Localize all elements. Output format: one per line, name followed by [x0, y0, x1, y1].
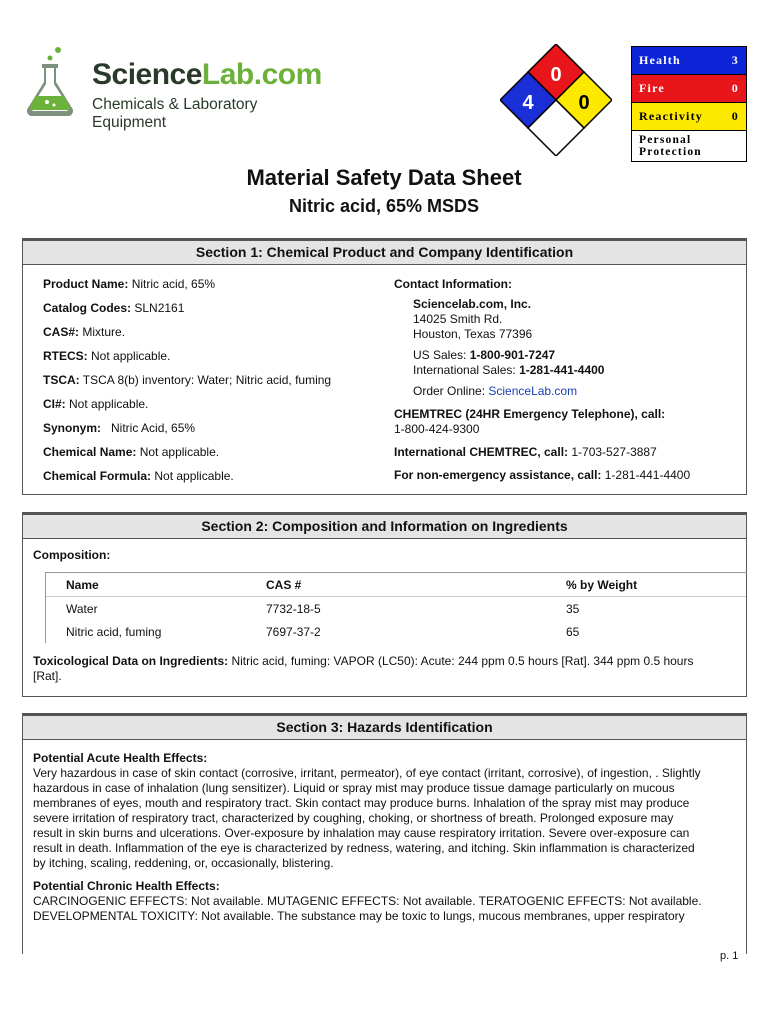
acute-effects-text: Very hazardous in case of skin contact (corrosive, irritant, permeator), of eye contact (irritant, corrosive), of ingestion, . Slightly hazardous in case of inhalation (lung sensitizer). Liquid or spray mist may produce tissue damage particularly on mucous membranes of eyes, mouth and respiratory tract. Skin contact may produce burns. Inhalation of the spray mist may produce severe irritation of respiratory tract, characterized by coughing, choking, or shortness of breath. Prolonged exposure may result in skin burns and ulcerations. Over-exposure by inhalation may cause respiratory irritation. Severe over-exposure can result in death. Inflammation of the eye is characterized by redness, watering, and itching. Skin inflammation is characterized by itching, scaling, reddening, or, occasionally, blistering.	[33, 766, 701, 870]
intl-chemtrec: International CHEMTREC, call: 1-703-527-3887	[394, 445, 657, 459]
chronic-effects-label: Potential Chronic Health Effects:	[33, 879, 220, 893]
hmis-reactivity-row: Reactivity 0	[632, 103, 746, 131]
table-cell: 7697-37-2	[266, 624, 321, 639]
document-subtitle: Nitric acid, 65% MSDS	[288, 196, 480, 216]
logo-tagline: Chemicals & Laboratory Equipment	[92, 96, 258, 131]
cas-field: CAS#: Mixture.	[43, 325, 126, 339]
hmis-label	[631, 46, 747, 162]
synonym-field: Synonym: Nitric Acid, 65%	[43, 421, 196, 435]
hmis-health-row: Health 3	[632, 47, 746, 75]
section-2	[22, 512, 747, 697]
table-header-row	[46, 573, 746, 597]
table-cell: 65	[566, 624, 580, 639]
hmis-personal-protection-row: Personal Protection	[632, 131, 746, 161]
column-header: % by Weight	[566, 577, 638, 592]
contact-info-label: Contact Information:	[394, 277, 512, 291]
column-header: CAS #	[266, 577, 302, 592]
rtecs-field: RTECS: Not applicable.	[43, 349, 171, 363]
table-cell: 7732-18-5	[266, 601, 321, 616]
flask-icon	[20, 44, 90, 124]
composition-label: Composition:	[33, 548, 111, 562]
section-2-heading: Section 2: Composition and Information on Ingredients	[23, 513, 746, 539]
catalog-codes-field: Catalog Codes: SLN2161	[43, 301, 185, 315]
chemtrec-label: CHEMTREC (24HR Emergency Telephone), call:	[394, 407, 666, 421]
sciencelab-logo	[20, 44, 322, 131]
logo-brand: ScienceLab.com	[92, 58, 322, 91]
chronic-effects-text: CARCINOGENIC EFFECTS: Not available. MUTAGENIC EFFECTS: Not available. TERATOGENIC EFFECTS: Not available. DEVELOPMENTAL TOXICITY: Not available. The substance may be toxic to lungs, mucous membranes, upper respiratory	[33, 894, 702, 923]
address-line-2: Houston, Texas 77396	[413, 327, 533, 341]
acute-effects-label: Potential Acute Health Effects:	[33, 751, 208, 765]
section-3	[22, 713, 747, 954]
hmis-fire-row: Fire 0	[632, 75, 746, 103]
table-row	[46, 597, 746, 621]
section-3-heading: Section 3: Hazards Identification	[23, 714, 746, 740]
table-cell: Nitric acid, fuming	[66, 624, 162, 639]
product-name-field: Product Name: Nitric acid, 65%	[43, 277, 216, 291]
us-sales: US Sales: 1-800-901-7247	[413, 348, 556, 362]
intl-sales: International Sales: 1-281-441-4400	[413, 363, 605, 377]
section-1-left-column	[43, 277, 331, 493]
ci-field: CI#: Not applicable.	[43, 397, 149, 411]
nfpa-health-value: 4	[522, 92, 534, 114]
composition-table	[45, 572, 747, 643]
section-1	[22, 238, 747, 495]
address-line-1: 14025 Smith Rd.	[413, 312, 503, 326]
table-cell: Water	[66, 601, 98, 616]
nfpa-diamond	[500, 44, 612, 156]
section-1-contact-column	[394, 277, 734, 483]
section-1-heading: Section 1: Chemical Product and Company Identification	[23, 239, 746, 265]
chemtrec-phone: 1-800-424-9300	[394, 422, 480, 436]
non-emergency: For non-emergency assistance, call: 1-281-441-4400	[394, 468, 691, 482]
table-cell: 35	[566, 601, 580, 616]
sciencelab-link[interactable]: ScienceLab.com	[488, 384, 578, 398]
document-title: Material Safety Data Sheet	[246, 165, 522, 190]
nfpa-fire-value: 0	[550, 64, 562, 86]
chemical-formula-field: Chemical Formula: Not applicable.	[43, 469, 234, 483]
tsca-field: TSCA: TSCA 8(b) inventory: Water; Nitric acid, fuming	[43, 373, 332, 387]
company-name: Sciencelab.com, Inc.	[413, 297, 532, 311]
column-header: Name	[66, 577, 99, 592]
page-number: p. 1	[720, 950, 739, 962]
chemical-name-field: Chemical Name: Not applicable.	[43, 445, 220, 459]
order-online: Order Online: ScienceLab.com	[413, 384, 578, 398]
section-3-body	[33, 751, 745, 924]
table-row	[46, 620, 746, 643]
toxicological-data: Toxicological Data on Ingredients: Nitric acid, fuming: VAPOR (LC50): Acute: 244 ppm 0.5 hours [Rat]. 344 ppm 0.5 hours [Rat].	[33, 654, 694, 683]
nfpa-reactivity-value: 0	[578, 92, 590, 114]
